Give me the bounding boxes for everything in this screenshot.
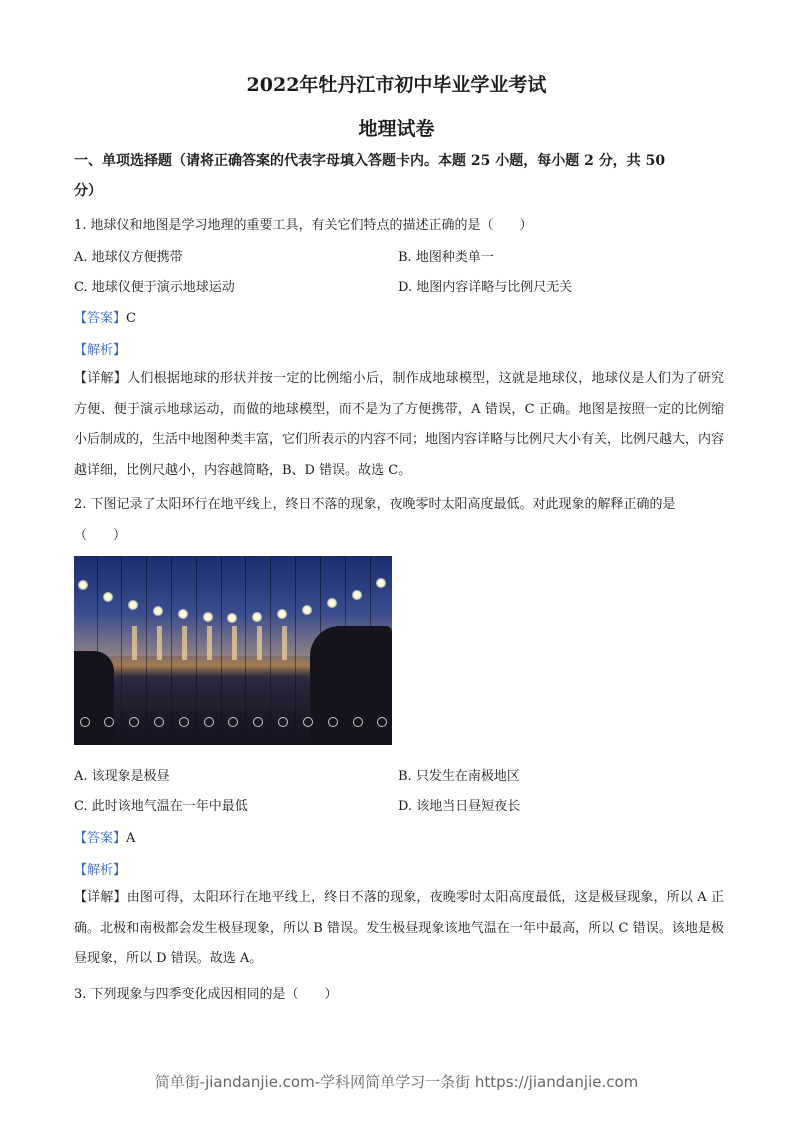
clock-icon xyxy=(303,717,313,727)
q1-option-a: A. 地球仪方便携带 xyxy=(74,250,183,265)
q2-option-a: A. 该现象是极昼 xyxy=(74,769,170,784)
section-heading-line2: 分） xyxy=(74,183,102,199)
section-heading xyxy=(74,146,724,206)
q1-option-b: B. 地图种类单一 xyxy=(398,250,494,265)
q1-analysis-tag: 【解析】 xyxy=(74,343,127,358)
q1-detail xyxy=(74,364,724,486)
q1-answer xyxy=(74,307,136,326)
sun-reflection xyxy=(282,626,287,660)
clock-icon xyxy=(377,717,387,727)
q2-option-b: B. 只发生在南极地区 xyxy=(398,769,520,784)
q3-stem: 3. 下列现象与四季变化成因相同的是（ ） xyxy=(74,987,338,1002)
clock-icon xyxy=(328,717,338,727)
clock-icon xyxy=(154,717,164,727)
clock-icon xyxy=(353,717,363,727)
sun-reflection xyxy=(132,626,137,660)
detail-text: 由图可得，太阳环行在地平线上，终日不落的现象，夜晚零时太阳高度最低，这是极昼现象，所以 A 正确。北极和南极都会发生极昼现象，所以 B 错误。发生极昼现象该地气温在一年中最高，所以 C 错误。该地是极昼现象，所以 D 错误。故选 A。 xyxy=(74,890,724,966)
section-heading-line1: 一、单项选择题（请将正确答案的代表字母填入答题卡内。本题 25 小题，每小题 2 分，共 50 xyxy=(74,153,666,169)
clock-icon xyxy=(80,717,90,727)
sun-reflection xyxy=(182,626,187,660)
sun-reflection xyxy=(157,626,162,660)
answer-value: A xyxy=(126,831,136,846)
q2-detail xyxy=(74,883,724,975)
page-subtitle: 地理试卷 xyxy=(358,118,435,140)
clock-icon xyxy=(204,717,214,727)
sun-reflection xyxy=(257,626,262,660)
detail-tag: 【详解】 xyxy=(74,371,128,386)
detail-tag: 【详解】 xyxy=(74,890,127,905)
q1-option-d: D. 地图内容详略与比例尺无关 xyxy=(398,280,573,295)
answer-value: C xyxy=(126,311,136,326)
page-title: 2022年牡丹江市初中毕业学业考试 xyxy=(246,74,547,96)
q2-option-d: D. 该地当日昼短夜长 xyxy=(398,799,521,814)
sun-reflection xyxy=(207,626,212,660)
q1-stem: 1. 地球仪和地图是学习地理的重要工具，有关它们特点的描述正确的是（ ） xyxy=(74,218,533,233)
clock-icon xyxy=(253,717,263,727)
clock-icon xyxy=(228,717,238,727)
q2-stem-line2: （ ） xyxy=(74,527,127,543)
q1-option-c: C. 地球仪便于演示地球运动 xyxy=(74,280,235,295)
answer-tag: 【答案】 xyxy=(74,311,127,326)
q2-analysis-tag: 【解析】 xyxy=(74,863,127,878)
q2-stem-line1: 2. 下图记录了太阳环行在地平线上，终日不落的现象，夜晚零时太阳高度最低。对此现象的解释正确的是 xyxy=(74,497,676,512)
q2-stem xyxy=(74,490,724,551)
clock-icon xyxy=(278,717,288,727)
clock-icon xyxy=(104,717,114,727)
clock-icon xyxy=(179,717,189,727)
detail-text: 人们根据地球的形状并按一定的比例缩小后，制作成地球模型，这就是地球仪，地球仪是人们为了研究方便、便于演示地球运动，而做的地球模型，而不是为了方便携带，A 错误，C 正确。地图是按照一定的比例缩小后制成的，生活中地图种类丰富，它们所表示的内容不同；地图内容详略与比例尺大小有关，比例尺越大，内容越详细，比例尺越小，内容越简略，B、D 错误。故选 C。 xyxy=(74,371,725,478)
sun-reflection xyxy=(232,626,237,660)
answer-tag: 【答案】 xyxy=(74,831,127,846)
clock-icon xyxy=(129,717,139,727)
q2-option-c: C. 此时该地气温在一年中最低 xyxy=(74,799,248,814)
footer-watermark: 简单街-jiandanjie.com-学科网简单学习一条街 https://jiandanjie.com xyxy=(154,1073,639,1091)
q2-answer xyxy=(74,827,135,846)
